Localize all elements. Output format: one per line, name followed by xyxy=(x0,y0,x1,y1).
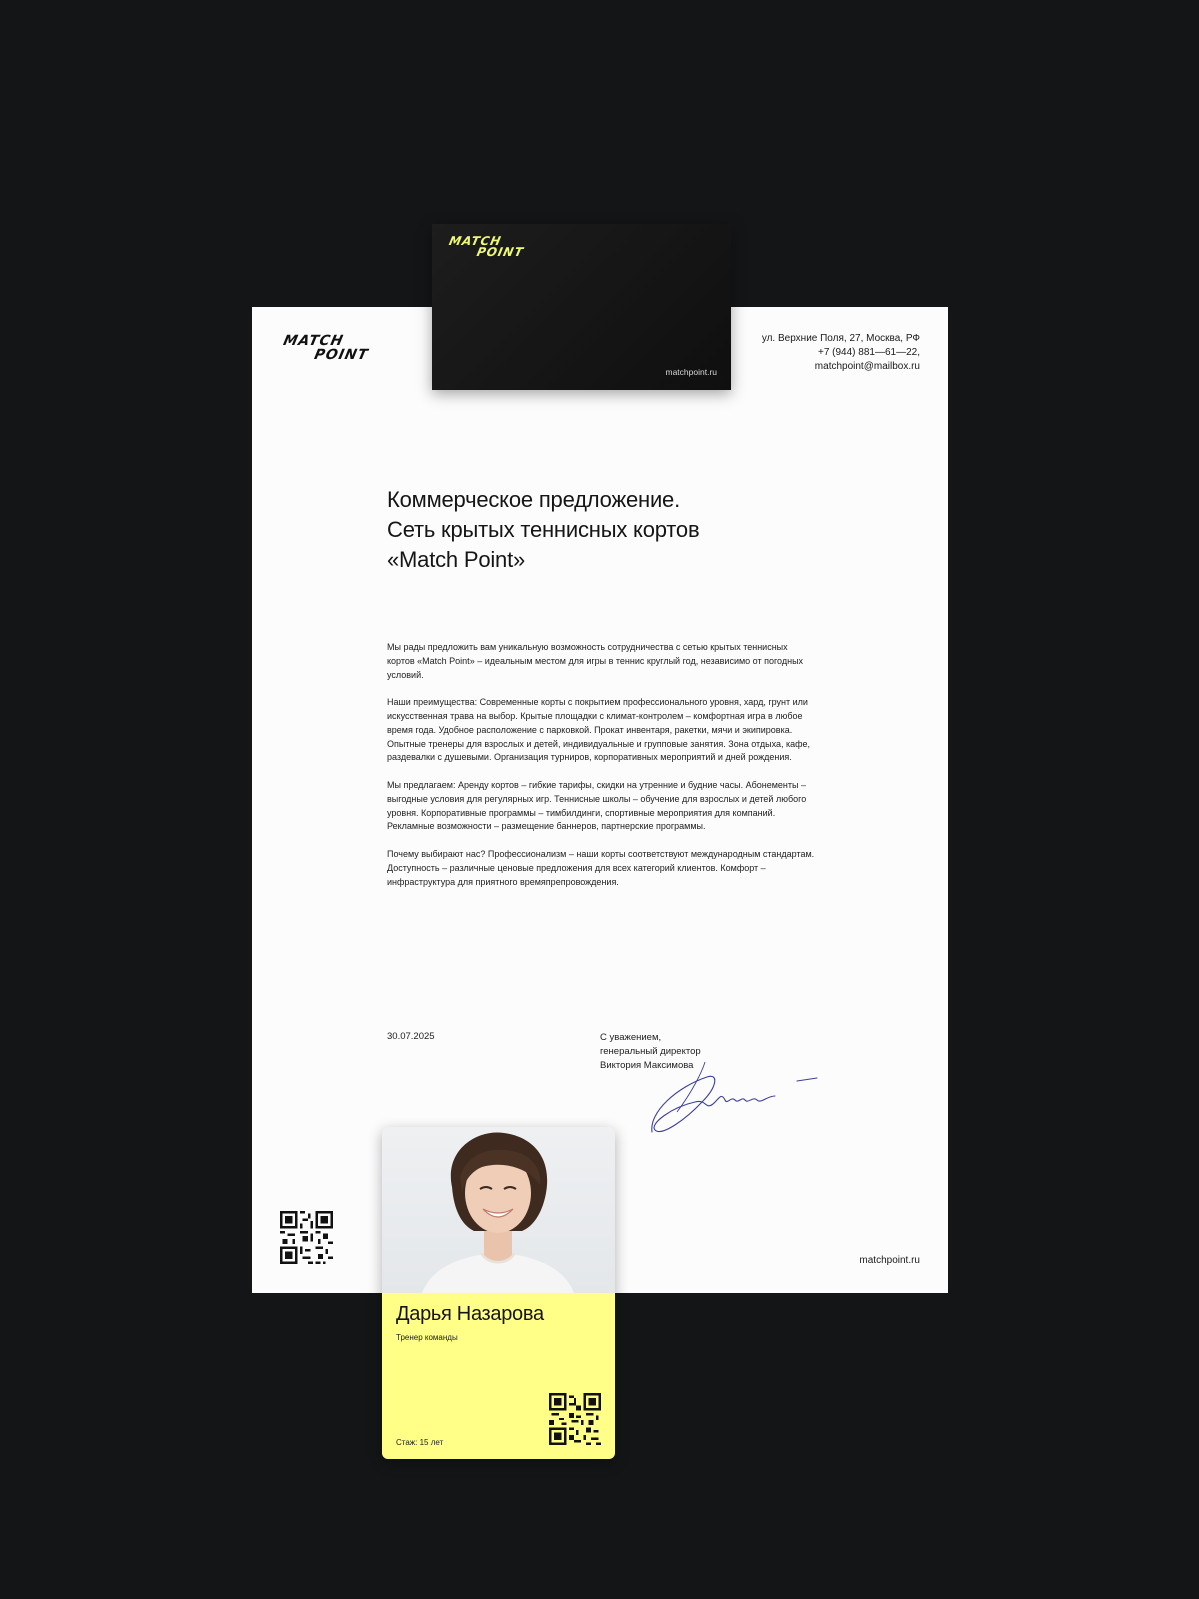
badge-role: Тренер команды xyxy=(396,1333,458,1342)
avatar xyxy=(382,1127,615,1293)
letter-website: matchpoint.ru xyxy=(859,1255,920,1266)
contact-address: ул. Верхние Поля, 27, Москва, РФ xyxy=(761,333,920,344)
portrait-photo-icon xyxy=(382,1127,615,1293)
contact-phone: +7 (944) 881—61—22, xyxy=(817,347,920,358)
body-paragraph: Почему выбирают нас? Профессионализм – наши корты соответствуют международным стандартам. Доступность – различные ценовые предложения для всех категорий клиентов. Комфорт – инфраструктура для приятного времяпрепровождения. xyxy=(387,848,815,887)
body-paragraph: Мы рады предложить вам уникальную возможность сотрудничества с сетью крытых теннисных кортов «Match Point» – идеальным местом для игры в теннис круглый год, независимо от погодных условий. xyxy=(387,642,804,680)
letter-headline: Коммерческое предложение. Сеть крытых теннисных кортов «Match Point» xyxy=(387,487,700,572)
signature-icon xyxy=(647,1052,837,1142)
business-card-logo: MATCH POINT xyxy=(447,234,526,259)
contact-email: matchpoint@mailbox.ru xyxy=(814,361,920,372)
letter-qr-icon xyxy=(280,1211,333,1264)
business-card-website: matchpoint.ru xyxy=(665,367,717,377)
body-paragraph: Наши преимущества: Современные корты с покрытием профессионального уровня, хард, грунт или искусственная трава на выбор. Крытые площадки с климат-контролем – комфортная игра в любое время года. Удобное расположение с парковкой. Прокат инвентаря, ракетки, мячи и экипировка. Опытные тренеры для взрослых и детей, индивидуальные и групповые занятия. Зона отдыха, кафе, раздевалки с душевыми. Организация турниров, корпоративных мероприятий и дней рождения. xyxy=(387,697,811,763)
badge-qr-icon xyxy=(549,1393,601,1445)
employee-badge xyxy=(382,1127,615,1459)
regards-block: С уважением, генеральный директор Виктория Максимова xyxy=(600,1032,701,1071)
badge-experience: Стаж: 15 лет xyxy=(396,1438,444,1447)
letter-logo: MATCH POINT xyxy=(281,333,370,363)
contact-block xyxy=(762,332,920,374)
letter-body xyxy=(387,641,817,903)
business-card xyxy=(432,224,731,390)
body-paragraph: Мы предлагаем: Аренду кортов – гибкие тарифы, скидки на утренние и будние часы. Абонементы – выгодные условия для регулярных игр. Теннисные школы – обучение для взрослых и детей любого уровня. Корпоративные программы – тимбилдинги, спортивные мероприятия для компаний. Рекламные возможности – размещение баннеров, партнерские программы. xyxy=(387,779,807,832)
badge-name: Дарья Назарова xyxy=(396,1303,544,1325)
letter-date: 30.07.2025 xyxy=(387,1031,435,1042)
